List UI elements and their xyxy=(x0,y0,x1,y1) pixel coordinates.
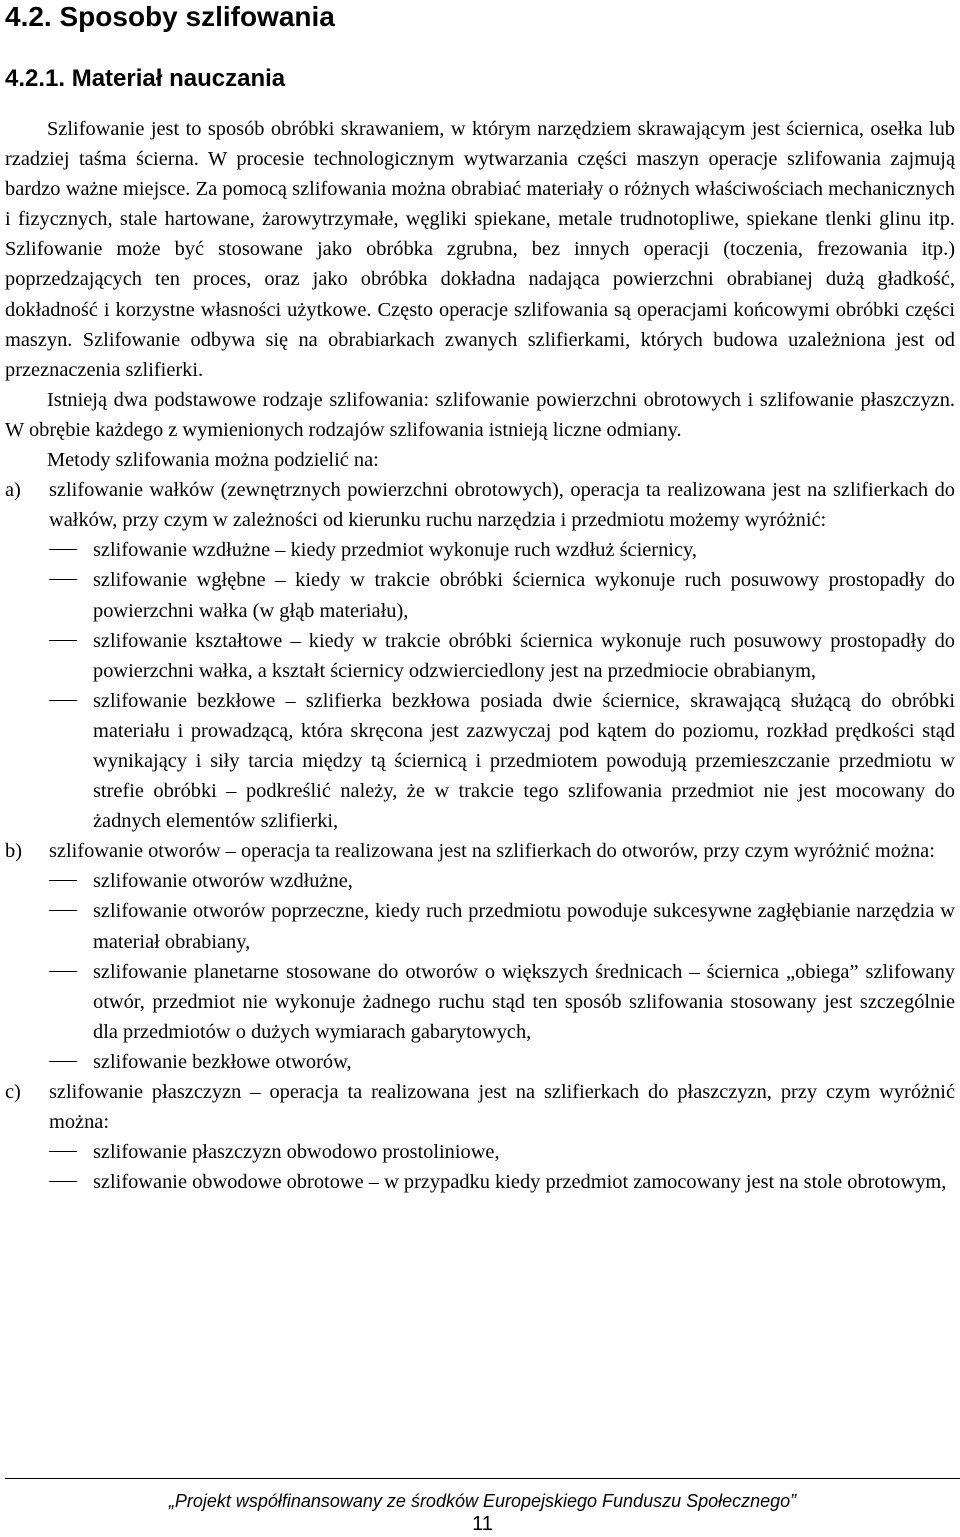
dash-icon xyxy=(49,1061,77,1062)
footer-text: „Projekt współfinansowany ze środków Europejskiego Funduszu Społecznego” xyxy=(168,1491,797,1511)
sub-item xyxy=(5,896,955,956)
sub-item xyxy=(5,1167,955,1197)
list-item-text: szlifowanie wałków (zewnętrznych powierzchni obrotowych), operacja ta realizowana jest na szlifierkach do wałków, przy czym w zależności od kierunku ruchu narzędzia i przedmiotu możemy wyróżnić: xyxy=(49,479,955,532)
dash-icon xyxy=(49,1181,77,1182)
list-item-text: szlifowanie płaszczyzn – operacja ta realizowana jest na szlifierkach do płaszczyzn, przy czym wyróżnić można: xyxy=(49,1081,955,1134)
list-marker: c) xyxy=(5,1081,21,1103)
dash-icon xyxy=(49,971,77,972)
section-title: 4.2. Sposoby szlifowania xyxy=(5,1,335,32)
sub-item-text: szlifowanie planetarne stosowane do otworów o większych średnicach – ściernica „obiega” szlifowany otwór, przedmiot nie wykonuje żadnego ruchu stąd ten sposób szlifowania stosowany jest szczególnie dla przedmiotów o dużych wymiarach gabarytowych, xyxy=(93,960,955,1043)
paragraph-methods: Metody szlifowania można podzielić na: xyxy=(47,449,379,472)
sub-item-text: szlifowanie kształtowe – kiedy w trakcie obróbki ściernica wykonuje ruch posuwowy prostopadły do powierzchni wałka, a kształt ściernicy odzwierciedlony jest na przedmiocie obrabianym, xyxy=(93,629,955,682)
list-item-text: szlifowanie otworów – operacja ta realizowana jest na szlifierkach do otworów, przy czym wyróżnić można: xyxy=(49,840,935,863)
dash-icon xyxy=(49,640,77,641)
list-marker: b) xyxy=(5,840,22,863)
footer-divider xyxy=(5,1478,960,1479)
dash-icon xyxy=(49,1151,77,1152)
sub-item xyxy=(5,626,955,686)
page-number: 11 xyxy=(472,1513,493,1535)
sub-item xyxy=(5,1137,955,1167)
body-text xyxy=(5,114,955,1197)
sub-item-text: szlifowanie otworów poprzeczne, kiedy ruch przedmiotu powoduje sukcesywne zagłębianie narzędzia w materiał obrabiany, xyxy=(93,900,955,953)
sub-item-text: szlifowanie otworów wzdłużne, xyxy=(93,870,353,893)
sub-item xyxy=(5,565,955,625)
list-marker: a) xyxy=(5,479,21,502)
subsection-title: 4.2.1. Materiał nauczania xyxy=(5,65,286,92)
sub-item-text: szlifowanie płaszczyzn obwodowo prostoliniowe, xyxy=(93,1141,500,1164)
sub-item xyxy=(5,535,955,565)
sub-item xyxy=(5,957,955,1047)
sub-item-text: szlifowanie bezkłowe – szlifierka bezkłowa posiada dwie ściernice, skrawającą służącą do obróbki materiału i prowadzącą, która skręcona jest zazwyczaj pod kątem do poziomu, rozkład prędkości stąd wynikający i siły tarcia między tą ściernicą i przedmiotem powodują przemieszczanie przedmiotu w strefie obróbki – podkreślić należy, że w trakcie tego szlifowania przedmiot nie jest mocowany do żadnych elementów szlifierki, xyxy=(93,689,955,833)
dash-icon xyxy=(49,910,77,911)
sub-item xyxy=(5,1047,955,1077)
list-item-a xyxy=(5,475,955,535)
sub-item-text: szlifowanie wzdłużne – kiedy przedmiot wykonuje ruch wzdłuż ściernicy, xyxy=(93,539,697,562)
dash-icon xyxy=(49,549,77,550)
dash-icon xyxy=(49,700,77,701)
dash-icon xyxy=(49,880,77,881)
sub-item xyxy=(5,686,955,836)
sub-item-text: szlifowanie obwodowe obrotowe – w przypadku kiedy przedmiot zamocowany jest na stole obrotowym, xyxy=(93,1171,947,1194)
sub-item-text: szlifowanie bezkłowe otworów, xyxy=(93,1050,352,1073)
paragraph-intro: Szlifowanie jest to sposób obróbki skrawaniem, w którym narzędziem skrawającym jest ściernica, osełka lub rzadziej taśma ścierna. W procesie technologicznym wytwarzania części maszyn operacje szlifowania zajmują bardzo ważne miejsce. Za pomocą szlifowania można obrabiać materiały o różnych właściwościach mechanicznych i fizycznych, stale hartowane, żarowytrzymałe, węgliki spiekane, metale trudnotopliwe, spiekane tlenki glinu itp. Szlifowanie może być stosowane jako obróbka zgrubna, bez innych operacji (toczenia, frezowania itp.) poprzedzających ten proces, oraz jako obróbka dokładna nadająca powierzchni obrabianej dużą gładkość, dokładność i korzystne własności użytkowe. Często operacje szlifowania są operacjami końcowymi obróbki części maszyn. Szlifowanie odbywa się na obrabiarkach zwanych szlifierkami, których budowa uzależniona jest od przeznaczenia szlifierki. xyxy=(5,118,955,381)
sub-item xyxy=(5,866,955,896)
paragraph-types: Istnieją dwa podstawowe rodzaje szlifowania: szlifowanie powierzchni obrotowych i szlifowanie płaszczyzn. W obrębie każdego z wymienionych rodzajów szlifowania istnieją liczne odmiany. xyxy=(5,388,955,441)
dash-icon xyxy=(49,579,77,580)
list-item-c xyxy=(5,1077,955,1137)
list-item-b xyxy=(5,836,955,866)
sub-item-text: szlifowanie wgłębne – kiedy w trakcie obróbki ściernica wykonuje ruch posuwowy prostopadły do powierzchni wałka (w głąb materiału), xyxy=(93,569,955,622)
